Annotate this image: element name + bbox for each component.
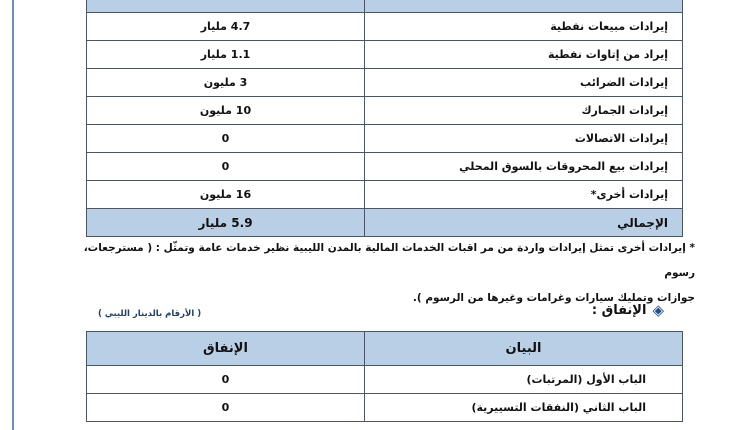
- revenue-value: 10 مليون: [87, 97, 365, 125]
- revenue-value: 0: [87, 125, 365, 153]
- expenditure-label: الباب الثاني (النفقات التسييرية): [365, 394, 683, 422]
- page-margin-rule: [12, 0, 14, 430]
- revenue-total-value: 5.9 مليار: [87, 209, 365, 237]
- revenue-value: 3 مليون: [87, 69, 365, 97]
- revenue-footnote: [60, 236, 695, 311]
- footnote-line: * إيرادات أخرى تمثل إيرادات واردة من مر اقبات الخدمات المالية بالمدن الليبية نظير خدمات عامة وتمثّل : ( مسترجعات، رسوم: [83, 242, 695, 279]
- expenditure-table: [86, 331, 683, 422]
- revenue-header-value-cell: [87, 0, 365, 13]
- table-row: [87, 153, 683, 181]
- table-row: [87, 125, 683, 153]
- expenditure-value: 0: [87, 394, 365, 422]
- table-row: [87, 97, 683, 125]
- revenue-table-header: [87, 0, 683, 13]
- expenditure-heading: [592, 303, 664, 318]
- expenditure-label: الباب الأول (المرتبات): [365, 366, 683, 394]
- currency-units-note: ( الأرقام بالدينار الليبي ): [98, 309, 202, 319]
- revenue-label: إيرادات مبيعات نفطية: [365, 13, 683, 41]
- table-row: [87, 41, 683, 69]
- expenditure-table-header: [87, 332, 683, 366]
- revenue-value: 1.1 مليار: [87, 41, 365, 69]
- revenue-label: إيرادات الضرائب: [365, 69, 683, 97]
- revenue-label: إيرادات بيع المحروقات بالسوق المحلي: [365, 153, 683, 181]
- revenue-total-label: الإجمالي: [365, 209, 683, 237]
- footnote-line: جوازات وتمليك سيارات وغرامات وغيرها من الرسوم ).: [412, 292, 695, 304]
- table-row: [87, 181, 683, 209]
- revenue-total-row: [87, 209, 683, 237]
- revenue-label: إيرادات الاتصالات: [365, 125, 683, 153]
- table-row: [87, 394, 683, 422]
- revenue-header-label-cell: [365, 0, 683, 13]
- column-header-description: البيان: [365, 332, 683, 366]
- expenditure-heading-text: الإنفاق :: [591, 303, 647, 318]
- revenue-value: 4.7 مليار: [87, 13, 365, 41]
- diamond-icon: ◈: [652, 301, 664, 319]
- revenue-label: إيرادات أخرى*: [365, 181, 683, 209]
- revenue-table: [86, 0, 683, 237]
- table-row: [87, 366, 683, 394]
- expenditure-value: 0: [87, 366, 365, 394]
- table-row: [87, 13, 683, 41]
- revenue-label: إيراد من إتاوات نفطية: [365, 41, 683, 69]
- column-header-expenditure: الإنفاق: [87, 332, 365, 366]
- table-row: [87, 69, 683, 97]
- revenue-value: 16 مليون: [87, 181, 365, 209]
- revenue-value: 0: [87, 153, 365, 181]
- revenue-label: إيرادات الجمارك: [365, 97, 683, 125]
